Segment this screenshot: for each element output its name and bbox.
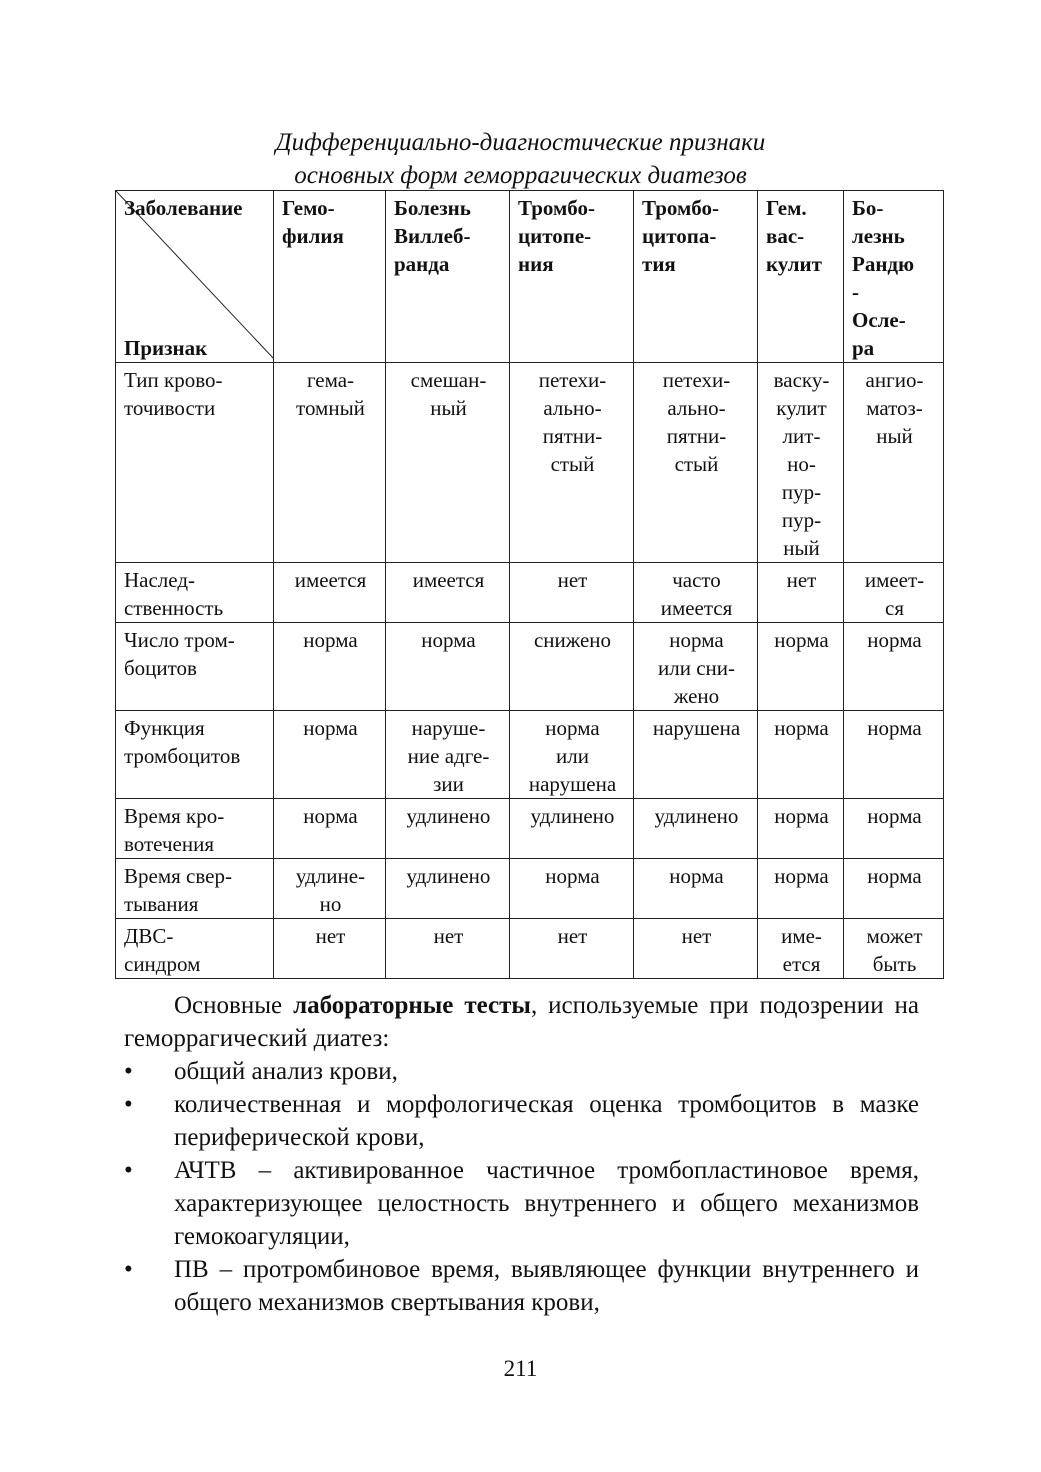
row-label-line: Наслед- bbox=[124, 568, 196, 592]
table-cell-line: быть bbox=[872, 952, 917, 976]
table-cell-line: нет bbox=[315, 924, 346, 948]
row-label-line: тромбоцитов bbox=[124, 744, 241, 768]
table-cell-line: ется bbox=[782, 952, 821, 976]
table-cell bbox=[758, 623, 844, 711]
table-cell-line: нет bbox=[681, 924, 712, 948]
bullet-text: количественная и морфологическая оценка тромбоцитов в мазке периферической крови, bbox=[174, 1091, 919, 1151]
page-number: 211 bbox=[503, 1356, 538, 1381]
table-cell-line: норма bbox=[867, 864, 922, 888]
table-cell bbox=[510, 623, 634, 711]
table-cell-line: имеется bbox=[294, 568, 367, 592]
bullet-item bbox=[124, 1154, 919, 1253]
table-cell bbox=[274, 563, 386, 623]
column-header bbox=[510, 191, 634, 363]
table-cell bbox=[844, 363, 944, 563]
column-header-line: - bbox=[852, 280, 859, 304]
table-cell-line: ся bbox=[885, 596, 904, 620]
bullet-item bbox=[124, 1253, 919, 1319]
table-cell-line: норма bbox=[545, 716, 600, 740]
table-cell-line: нарушена bbox=[652, 716, 741, 740]
table-cell-line: ально- bbox=[667, 396, 726, 420]
table-cell-line: но- bbox=[787, 452, 816, 476]
table-cell-line: лит- bbox=[782, 424, 821, 448]
table-cell-line: удлинено bbox=[654, 804, 739, 828]
table-cell-line: норма bbox=[421, 628, 476, 652]
table-cell bbox=[386, 799, 510, 859]
diagnostic-table bbox=[115, 190, 944, 979]
column-header-line: цитопе- bbox=[518, 224, 592, 248]
table-cell-line: удлинено bbox=[530, 804, 615, 828]
table-row bbox=[116, 623, 944, 711]
table-cell bbox=[510, 919, 634, 979]
table-cell-line: пур- bbox=[781, 508, 822, 532]
intro-text-before: Основные bbox=[174, 992, 294, 1019]
table-cell-line: пятни- bbox=[542, 424, 603, 448]
table-title bbox=[0, 126, 1041, 192]
intro-paragraph bbox=[124, 989, 919, 1055]
table-cell bbox=[386, 563, 510, 623]
column-header-line: ра bbox=[852, 336, 875, 360]
bullet-list bbox=[124, 1055, 919, 1319]
table-cell bbox=[634, 799, 758, 859]
table-cell bbox=[386, 623, 510, 711]
table-cell bbox=[510, 799, 634, 859]
column-header bbox=[274, 191, 386, 363]
row-label-line: Время свер- bbox=[124, 864, 232, 888]
table-cell-line: норма bbox=[303, 716, 358, 740]
row-label bbox=[116, 799, 274, 859]
row-label bbox=[116, 859, 274, 919]
table-cell bbox=[758, 919, 844, 979]
table-cell bbox=[844, 623, 944, 711]
table-cell bbox=[386, 711, 510, 799]
column-header-line: ранда bbox=[394, 252, 450, 276]
table-cell-line: норма bbox=[774, 864, 829, 888]
bullet-item bbox=[124, 1088, 919, 1154]
table-cell bbox=[634, 623, 758, 711]
row-label-line: тывания bbox=[124, 892, 199, 916]
row-label-line: синдром bbox=[124, 952, 201, 976]
table-cell bbox=[634, 563, 758, 623]
table-cell-line: удлинено bbox=[406, 804, 491, 828]
table-cell-line: может bbox=[866, 924, 923, 948]
table-cell-line: норма bbox=[867, 716, 922, 740]
table-row bbox=[116, 711, 944, 799]
table-title-line-1: Дифференциально-диагностические признаки bbox=[275, 129, 766, 156]
bullet-marker: • bbox=[124, 1091, 133, 1118]
table-cell-line: наруше- bbox=[411, 716, 486, 740]
bullet-marker: • bbox=[124, 1058, 133, 1085]
table-cell-line: ный bbox=[783, 536, 820, 560]
column-header-line: тия bbox=[642, 252, 676, 276]
table-cell-line: норма bbox=[669, 628, 724, 652]
intro-text-after: , используемые при подозрении на геморрагический диатез: bbox=[124, 992, 920, 1052]
table-cell-line: нарушена bbox=[528, 772, 617, 796]
table-cell-line: кулит bbox=[776, 396, 827, 420]
table-cell-line: имеется bbox=[412, 568, 485, 592]
row-label-line: Функция bbox=[124, 716, 205, 740]
table-cell-line: удлине- bbox=[295, 864, 366, 888]
table-cell-line: ангио- bbox=[865, 368, 924, 392]
table-cell bbox=[510, 363, 634, 563]
column-header-line: Бо- bbox=[852, 196, 884, 220]
column-header-line: филия bbox=[282, 224, 344, 248]
bullet-item bbox=[124, 1055, 919, 1088]
table-cell bbox=[844, 799, 944, 859]
column-header bbox=[386, 191, 510, 363]
row-label-line: ственность bbox=[124, 596, 224, 620]
table-cell bbox=[386, 363, 510, 563]
table-header-row bbox=[116, 191, 944, 363]
table-cell-line: норма bbox=[774, 716, 829, 740]
bullet-text: АЧТВ – активированное частичное тромбопластиновое время, характеризующее целостность внутреннего и общего механизмов гемокоагуляции, bbox=[174, 1157, 919, 1250]
column-header-line: лезнь bbox=[852, 224, 905, 248]
table-cell-line: норма bbox=[303, 628, 358, 652]
row-label-line: боцитов bbox=[124, 656, 197, 680]
table-cell-line: ально- bbox=[543, 396, 602, 420]
table-cell bbox=[634, 919, 758, 979]
table-cell bbox=[634, 859, 758, 919]
table-cell bbox=[274, 919, 386, 979]
bullet-marker: • bbox=[124, 1157, 133, 1184]
table-cell-line: часто bbox=[672, 568, 721, 592]
table-cell-line: нет bbox=[557, 924, 588, 948]
table-cell-line: матоз- bbox=[866, 396, 923, 420]
table-cell-line: смешан- bbox=[410, 368, 487, 392]
column-header-line: ния bbox=[518, 252, 554, 276]
table-cell bbox=[758, 563, 844, 623]
row-label-line: вотечения bbox=[124, 832, 214, 856]
table-cell-line: имеет- bbox=[864, 568, 925, 592]
table-cell bbox=[844, 563, 944, 623]
table-cell-line: пятни- bbox=[666, 424, 727, 448]
table-cell-line: стый bbox=[550, 452, 595, 476]
table-cell bbox=[758, 363, 844, 563]
row-label bbox=[116, 563, 274, 623]
table-cell-line: нет bbox=[557, 568, 588, 592]
table-cell bbox=[758, 859, 844, 919]
column-header bbox=[758, 191, 844, 363]
column-header bbox=[844, 191, 944, 363]
table-cell-line: пур- bbox=[781, 480, 822, 504]
intro-text-bold: лабораторные тесты bbox=[293, 992, 531, 1019]
table-cell-line: имеется bbox=[660, 596, 733, 620]
column-header-line: кулит bbox=[766, 252, 822, 276]
table-cell bbox=[844, 859, 944, 919]
table-cell bbox=[758, 799, 844, 859]
table-cell bbox=[274, 711, 386, 799]
table-row bbox=[116, 799, 944, 859]
row-label-line: ДВС- bbox=[124, 924, 174, 948]
table-cell-line: име- bbox=[781, 924, 822, 948]
table-row bbox=[116, 859, 944, 919]
table-body bbox=[116, 363, 944, 979]
row-label-line: Время кро- bbox=[124, 804, 225, 828]
row-label bbox=[116, 711, 274, 799]
bullet-text: ПВ – протромбиновое время, выявляющее функции внутреннего и общего механизмов свертывания крови, bbox=[174, 1256, 919, 1316]
column-header-line: вас- bbox=[766, 224, 805, 248]
column-header-line: Тромбо- bbox=[518, 196, 596, 220]
table-cell bbox=[634, 711, 758, 799]
table-cell-line: петехи- bbox=[538, 368, 607, 392]
row-label bbox=[116, 919, 274, 979]
table-cell-line: удлинено bbox=[406, 864, 491, 888]
column-header-line: Осле- bbox=[852, 308, 906, 332]
table-cell bbox=[386, 919, 510, 979]
table-cell-line: васку- bbox=[773, 368, 830, 392]
corner-label-disease: Заболевание bbox=[124, 196, 243, 220]
table-cell-line: стый bbox=[674, 452, 719, 476]
table-cell bbox=[274, 859, 386, 919]
table-cell-line: норма bbox=[774, 804, 829, 828]
table-cell bbox=[274, 363, 386, 563]
table-row bbox=[116, 363, 944, 563]
table-cell bbox=[758, 711, 844, 799]
table-cell bbox=[844, 919, 944, 979]
column-header-line: Гем. bbox=[766, 196, 807, 220]
column-header-line: Тромбо- bbox=[642, 196, 720, 220]
table-cell-line: ние адге- bbox=[407, 744, 490, 768]
table-title-line-2: основных форм геморрагических диатезов bbox=[294, 162, 747, 189]
row-label bbox=[116, 363, 274, 563]
table-cell-line: гема- bbox=[306, 368, 355, 392]
table-cell-line: норма bbox=[867, 628, 922, 652]
table-cell bbox=[634, 363, 758, 563]
table-cell-line: но bbox=[319, 892, 342, 916]
column-header-line: Болезнь bbox=[394, 196, 471, 220]
table-cell-line: или bbox=[556, 744, 589, 768]
table-cell bbox=[844, 711, 944, 799]
table-cell-line: норма bbox=[867, 804, 922, 828]
corner-label-sign: Признак bbox=[124, 336, 208, 360]
table-cell bbox=[274, 799, 386, 859]
table-cell-line: норма bbox=[774, 628, 829, 652]
column-header-line: цитопа- bbox=[642, 224, 717, 248]
table-cell-line: нет bbox=[433, 924, 464, 948]
table-cell bbox=[510, 859, 634, 919]
table-cell-line: петехи- bbox=[662, 368, 731, 392]
table-cell-line: ный bbox=[876, 424, 913, 448]
column-header bbox=[634, 191, 758, 363]
row-label-line: точивости bbox=[124, 396, 216, 420]
row-label-line: Тип крово- bbox=[124, 368, 223, 392]
table-cell bbox=[510, 711, 634, 799]
table-cell-line: или сни- bbox=[658, 656, 735, 680]
table-row bbox=[116, 919, 944, 979]
corner-header-cell bbox=[116, 191, 274, 363]
bullet-text: общий анализ крови, bbox=[174, 1058, 398, 1085]
table-cell-line: норма bbox=[545, 864, 600, 888]
row-label-line: Число тром- bbox=[124, 628, 235, 652]
table-row bbox=[116, 563, 944, 623]
table-cell-line: жено bbox=[673, 684, 720, 708]
column-header-line: Гемо- bbox=[282, 196, 335, 220]
column-header-line: Виллеб- bbox=[394, 224, 471, 248]
bullet-marker: • bbox=[124, 1256, 133, 1283]
table-cell-line: норма bbox=[669, 864, 724, 888]
table-cell bbox=[274, 623, 386, 711]
table-cell bbox=[510, 563, 634, 623]
table-cell-line: ный bbox=[430, 396, 467, 420]
table-cell-line: нет bbox=[786, 568, 817, 592]
table-cell-line: норма bbox=[303, 804, 358, 828]
row-label bbox=[116, 623, 274, 711]
table-cell-line: зии bbox=[433, 772, 464, 796]
table-cell bbox=[386, 859, 510, 919]
table-cell-line: снижено bbox=[533, 628, 612, 652]
column-header-line: Рандю bbox=[852, 252, 915, 276]
table-cell-line: томный bbox=[296, 396, 365, 420]
